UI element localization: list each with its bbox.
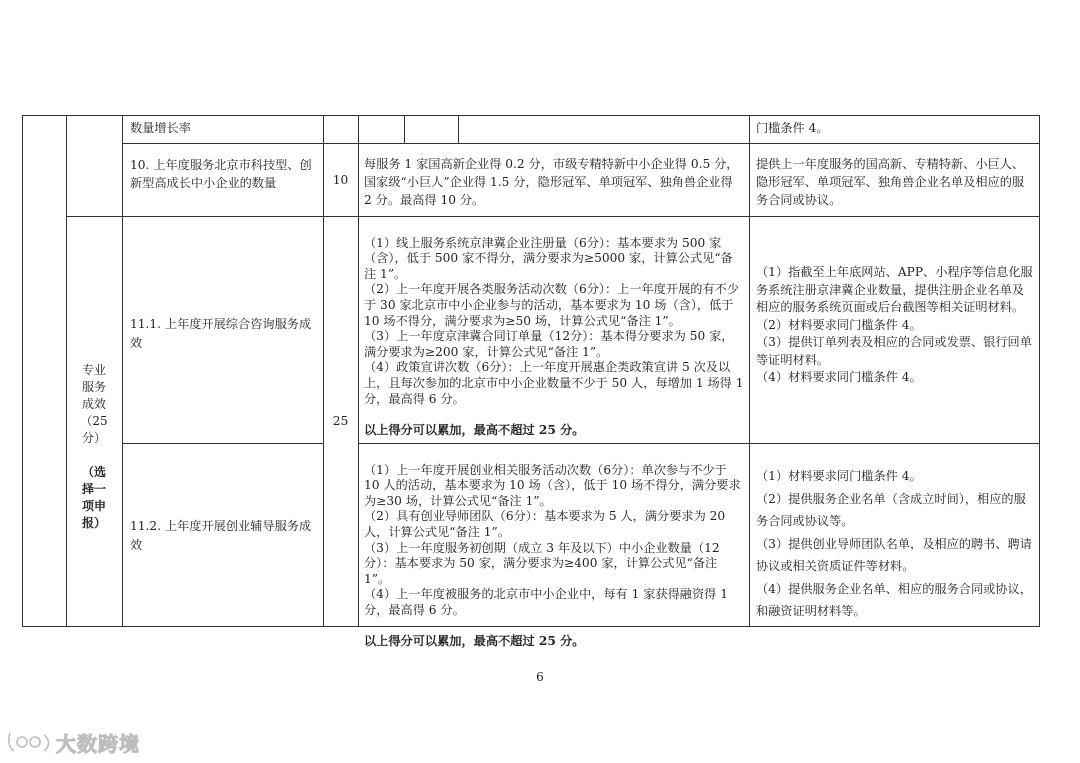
materials-row-11-1: （1）指截至上年底网站、APP、小程序等信息化服务系统注册京津冀企业数量，提供注册企业名单及相应的服务系统页面或后台截图等相关证明材料。 （2）材料要求同门槛条件 4。 （3）提供订单列表及相应的合同或发票、银行回单等证明材料。 （4）材料要求同门槛条件 4。 (756, 265, 1033, 384)
standard-row-11-2-items: （1）上一年度开展创业相关服务活动次数（6分）：单次参与不少于 10 人的活动，基本要求为 10 场（含），低于 10 场不得分，满分要求为≥30 场，计算公式见“备注 1”。 （2）具有创业导师团队（6分）：基本要求为 5 人，满分要求为 20 人，计算公式见“备注 1”。 （3）上一年度服务初创期（成立 3 年及以下）中小企业数量（12分）：基本要求为 50 家，满分要求为≥400 家，计算公式见“备注 1”。 （4）上一年度被服务的北京市中小企业中，每有 1 家获得融资得 1 分，最高得 6 分。 (364, 462, 741, 617)
criterion-row-10: 10. 上年度服务北京市科技型、创新型高成长中小企业的数量 (130, 158, 312, 190)
standard-row-10: 每服务 1 家国高新企业得 0.2 分，市级专精特新中小企业得 0.5 分，国家级“小巨人”企业得 1.5 分，隐形冠军、单项冠军、独角兽企业得 2 分。最高得 10 分。 (364, 157, 739, 207)
brand-logo-icon (6, 729, 52, 755)
materials-row-10: 提供上一年度服务的国高新、专精特新、小巨人、隐形冠军、单项冠军、独角兽企业名单及相应的服务合同或协议。 (756, 157, 1025, 207)
category-title: 专业 服务 成效 （25 分） (80, 363, 108, 445)
section-score: 25 (332, 414, 349, 428)
standard-row-11-1-total: 以上得分可以累加，最高不超过 25 分。 (364, 422, 585, 437)
score-row-10: 10 (332, 173, 349, 187)
materials-threshold-cont: 门槛条件 4。 (756, 121, 829, 135)
standard-row-11-1 (364, 220, 744, 454)
standard-row-11-1-items: （1）线上服务系统京津冀企业注册量（6分）：基本要求为 500 家（含），低于 500 家不得分，满分要求为≥5000 家，计算公式见“备注 1”。 （2）上一年度开展各类服务活动次数（6分）：上一年度开展的有不少于 30 家北京市中小企业参与的活动，基本要求为 10 场（含），低于 10 场不得分，满分要求为≥50 场，计算公式见“备注 1”。 （3）上一年度京津冀合同订单量（12分）：基本得分要求为 50 家，满分要求为≥200 家，计算公式见“备注 1”。 （4）政策宣讲次数（6分）：上一年度开展惠企类政策宣讲 5 次及以上，且每次参加的北京市中小企业数量不少于 50 人，每增加 1 场得 1 分，最高得 6 分。 (364, 235, 744, 406)
watermark (6, 728, 140, 756)
category-professional-service (68, 345, 120, 549)
criterion-row-11-1: 11.1. 上年度开展综合咨询服务成效 (130, 317, 312, 350)
category-note: （选 择一 项申 报） (81, 465, 106, 530)
materials-row-11-2: （1）材料要求同门槛条件 4。 （2）提供服务企业名单（含成立时间），相应的服务合同或协议等。 （3）提供创业导师团队名单，及相应的聘书、聘请协议或相关资质证件等材料。 （4）提供服务企业名单、相应的服务合同或协议，和融资证明材料等。 (756, 469, 1032, 618)
watermark-text: 大数跨境 (56, 731, 140, 756)
standard-row-11-2 (364, 447, 744, 665)
standard-row-11-2-total: 以上得分可以累加，最高不超过 25 分。 (364, 634, 585, 649)
page-number: 6 (536, 670, 544, 684)
criterion-growth-rate: 数量增长率 (130, 121, 191, 135)
criterion-row-11-2: 11.2. 上年度开展创业辅导服务成效 (130, 519, 312, 552)
